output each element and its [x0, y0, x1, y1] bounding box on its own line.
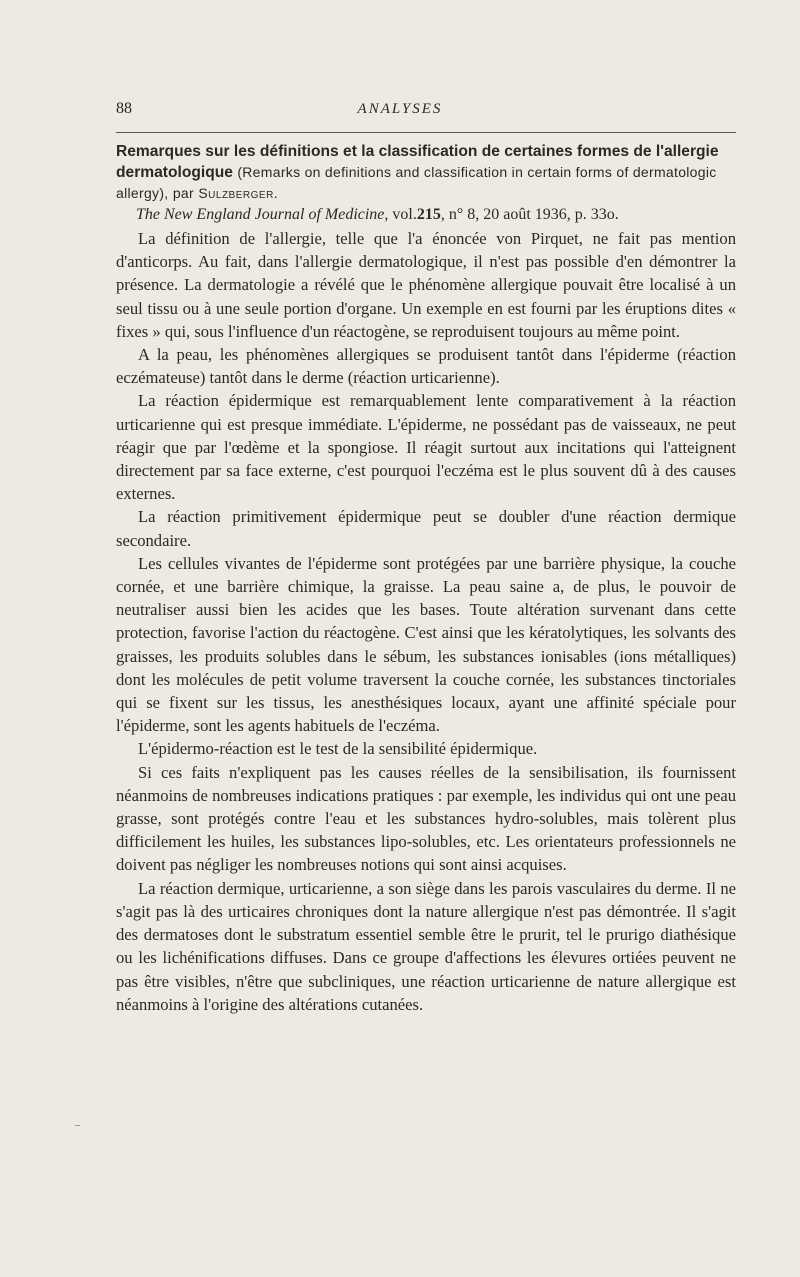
article-title: Remarques sur les définitions et la classification de certaines formes de l'allergie dermatologique (Remarks on definitions and classification in certain forms of dermatologic allergy), par Sulzberger.: [116, 143, 719, 201]
paragraph: A la peau, les phénomènes allergiques se produisent tantôt dans l'épiderme (réaction eczémateuse) tantôt dans le derme (réaction urticarienne).: [116, 345, 736, 388]
paragraph: Si ces faits n'expliquent pas les causes réelles de la sensibilisation, ils fournissent néanmoins de nombreuses indications pratiques : par exemple, les individus qui ont une peau grasse, sont protégés contre l'eau et les substances hydro-solubles, mais tolèrent plus difficilement les huiles, les substances lipo-solubles, etc. Les orientateurs professionnels ne doivent pas négliger les nombreuses notions qui sont ainsi acquises.: [116, 762, 736, 875]
paragraph: Les cellules vivantes de l'épiderme sont protégées par une barrière physique, la couche cornée, et une barrière chimique, la graisse. La peau saine a, de plus, le pouvoir de neutraliser aussi bien les acides que les bases. Toute altération survenant dans cette protection, favorise l'action du réactogène. C'est ainsi que les kératolytiques, les solvants des graisses, les produits solubles dans le sébum, les substances ionisables (ions métalliques) dont les molécules de petit volume traversent la couche cornée, les substances tinctoriales qui se fixent sur les tissus, les anesthésiques locaux, ayant une affinité spéciale pour l'épiderme, sont les agents habituels de l'eczéma.: [116, 553, 736, 736]
journal-reference: The New England Journal of Medicine, vol.215, n° 8, 20 août 1936, p. 33o.: [136, 206, 619, 223]
paragraph: La définition de l'allergie, telle que l'a énoncée von Pirquet, ne fait pas mention d'anticorps. Au fait, dans l'allergie dermatologique, il n'est pas possible d'en démontrer la présence. La dermatologie a révélé que le phénomène allergique pouvait être localisé à un seul tissu ou à une seule portion d'organe. Un exemple en est fourni par les éruptions dites « fixes » qui, sous l'influence d'un réactogène, se reproduisent toujours au même point.: [116, 229, 736, 341]
margin-mark: [75, 1125, 80, 1126]
issue-info: n° 8, 20 août 1936, p. 33o.: [448, 206, 619, 223]
volume-label: vol.: [392, 206, 417, 223]
journal-name: The New England Journal of Medicine: [136, 206, 385, 223]
article-title-french: Remarques sur les définitions et la classification de certaines formes de l'allergie dermatologique: [116, 143, 719, 181]
paragraph: La réaction primitivement épidermique peut se doubler d'une réaction dermique secondaire.: [116, 507, 736, 550]
by-word: par: [172, 185, 194, 201]
article-title-english: (Remarks on definitions and classification in certain forms of dermatologic allergy),: [116, 164, 717, 201]
page-number: 88: [116, 100, 132, 117]
article: [116, 142, 736, 1016]
paragraph: L'épidermo-réaction est le test de la sensibilité épidermique.: [138, 739, 538, 759]
running-title: ANALYSES: [357, 101, 443, 117]
author-name: Sulzberger: [198, 185, 274, 201]
paragraph: La réaction dermique, urticarienne, a son siège dans les parois vasculaires du derme. Il ne s'agit pas là des urticaires chroniques dont la nature allergique n'est pas démontrée. Il s'agit des dermatoses dont le substratum essentiel semble être le prurit, tel le prurigo diathésique ou les lichénifications diffuses. Dans ce groupe d'affections les élevures ortiées peuvent ne pas être visibles, n'être que subcliniques, une réaction urticarienne de nature allergique est néanmoins à l'origine des altérations cutanées.: [116, 878, 736, 1014]
header-rule: [116, 132, 736, 133]
volume-number: 215: [416, 206, 441, 223]
paragraph: La réaction épidermique est remarquablement lente comparativement à la réaction urticarienne qui est presque immédiate. L'épiderme, ne possédant pas de vaisseaux, ne peut réagir que par l'œdème et la spongiose. Il réagit surtout aux incitations qui l'atteignent directement par sa face externe, c'est pourquoi l'eczéma est le plus souvent dû à des causes externes.: [116, 391, 736, 504]
